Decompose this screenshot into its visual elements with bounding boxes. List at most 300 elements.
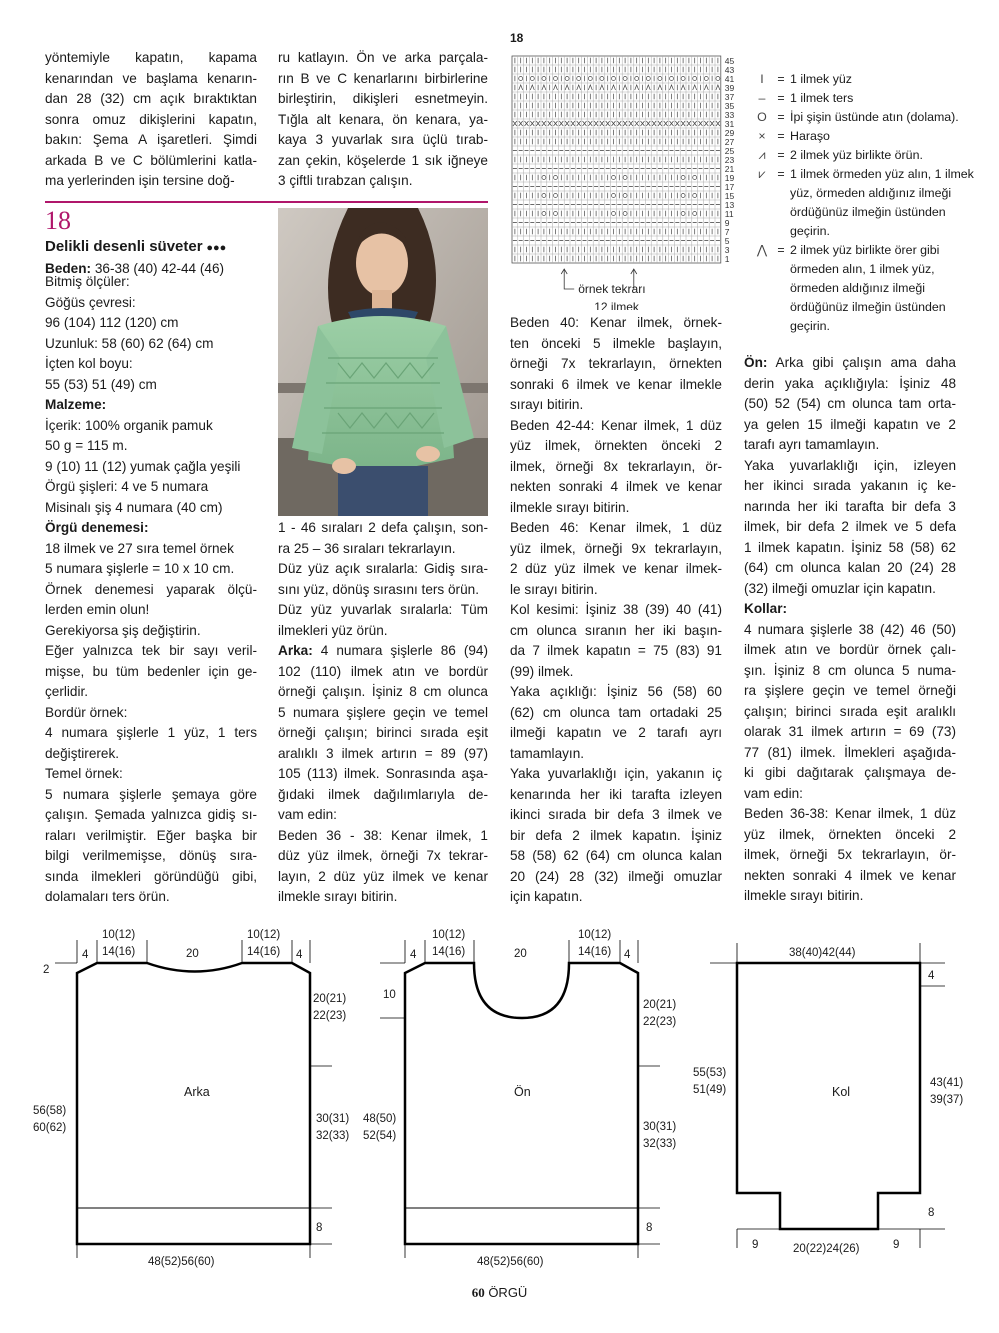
text-line: le sırayı bitirin. (510, 581, 598, 597)
front-length-2: 52(54) (363, 1130, 397, 1142)
front-edge-right: 4 (624, 949, 631, 961)
legend-row (752, 70, 980, 89)
text-line: 58 (58) 62 (64) cm olunca kalan (510, 848, 722, 863)
body-line (45, 641, 257, 662)
body-line (45, 477, 257, 498)
magazine-name: ÖRGÜ (488, 1285, 528, 1300)
body-line (510, 539, 722, 560)
text-line: ya gelen 15 ilmeği kapatın ve 2 (744, 416, 956, 432)
body-line (510, 416, 722, 437)
text-line: ra şişlere geçin ve temel örneği (744, 683, 956, 698)
text-line: layın, 2 düz yüz ilmek ve kenar (278, 868, 488, 884)
text-line: da 7 ilmek kapatın = 75 (83) 91 (510, 643, 722, 658)
body-line (744, 353, 956, 374)
sleeve-label: Kol (832, 1085, 851, 1099)
col2-body-text (278, 518, 488, 908)
col4-body-text (744, 353, 956, 907)
text-line: Örnek denemesi yaparak ölçü- (45, 581, 257, 597)
body-line (278, 48, 488, 69)
text-line: Kollar: (744, 601, 788, 616)
body-line (744, 538, 956, 559)
stitch-chart (510, 52, 742, 310)
text-line: 5 numara şişlere geçin ve temel (278, 704, 488, 720)
front-rib: 8 (646, 1222, 653, 1234)
body-line (510, 764, 722, 785)
text-line: Göğüs çevresi: (45, 294, 136, 310)
body-line (510, 826, 722, 847)
front-length-1: 48(50) (363, 1113, 397, 1125)
page-footer (0, 1285, 999, 1301)
body-line (744, 763, 956, 784)
sleeve-cuff-width: 20(22)24(26) (793, 1243, 860, 1255)
text-line: ra 25 – 36 sıraları tekrarlayın. (278, 540, 456, 556)
section-divider (45, 201, 488, 203)
text-line: Beden 46: Kenar ilmek, 1 düz (510, 520, 722, 535)
sleeve-length-right-1: 43(41) (930, 1077, 964, 1089)
back-edge-left: 4 (82, 949, 89, 961)
body-line (510, 498, 722, 519)
text-line: sını yüz, dönüş sırasını ters örün. (278, 581, 479, 597)
back-schematic (33, 929, 349, 1268)
chart-row-number: 1 (724, 254, 730, 264)
text-line: Beden 42-44: Kenar ilmek, 1 düz (510, 417, 722, 433)
section-lead: Arka: (278, 643, 313, 658)
sleeve-cuff-height: 8 (928, 1207, 935, 1219)
text-line: derin yaka açıklığıyla: İşiniz 48 (744, 375, 956, 391)
text-line: raları verilmiştir. Eğer başka bir (45, 827, 257, 843)
text-line: rın B ve C kenarlarını birbirlerine (278, 70, 488, 86)
text-line: Eğer yalnızca tek bir sayı veril- (45, 643, 257, 658)
body-line (278, 559, 488, 580)
text-line: Düz yüz açık sıralarla: Gidiş sıra- (278, 561, 488, 576)
body-line (45, 600, 257, 621)
text-line: ma yerlerinden işin tersine doğ- (45, 173, 235, 188)
text-line: çalışın; birinci sırada eşit aralıklı (744, 703, 956, 719)
text-line: (62) cm olunca tam ortadaki 25 (510, 704, 722, 720)
model-photo (278, 208, 488, 516)
body-line (510, 744, 722, 765)
body-line (278, 539, 488, 560)
text-line: her ikinci sırada yakanın iç ke- (744, 478, 956, 493)
body-line (45, 171, 257, 192)
body-line (45, 703, 257, 724)
body-line (744, 497, 956, 518)
back-rib: 8 (316, 1222, 323, 1234)
chart-row-number: 23 (724, 155, 735, 165)
body-line (278, 130, 488, 151)
back-armhole-2: 22(23) (313, 1010, 347, 1022)
chart-row-number: 21 (724, 164, 735, 174)
back-side-2: 32(33) (316, 1130, 350, 1142)
front-schematic (363, 929, 676, 1268)
text-line: 2 düz yüz ilmek ve kenar ilmek- (510, 561, 722, 576)
text-line: ğıdaki ilmek dağılımlarıyla de- (278, 786, 488, 802)
text-line: Düz yüz yuvarlak sıralarla: Tüm (278, 602, 488, 617)
sleeve-cuff-side-right: 9 (893, 1239, 900, 1251)
section-lead: Ön: (744, 355, 768, 370)
sleeve-length-left-1: 55(53) (693, 1067, 727, 1079)
body-line (45, 662, 257, 683)
body-line (278, 518, 488, 539)
body-line (278, 887, 488, 908)
legend-row (752, 241, 980, 336)
text-line: Yaka yuvarlaklığı için, yakanın iç (510, 766, 722, 781)
yarn-over-icon: O (757, 110, 767, 124)
front-side-1: 30(31) (643, 1121, 677, 1133)
text-line: sırayı bitirin. (510, 397, 584, 412)
body-line (510, 334, 722, 355)
text-line: Yaka yuvarlaklığı için, izleyen (744, 457, 956, 473)
body-line (510, 354, 722, 375)
body-line (45, 846, 257, 867)
back-shoulder-right-1: 10(12) (247, 929, 281, 941)
body-line (45, 313, 257, 334)
k2tog-icon: ⩘ (758, 148, 766, 162)
body-line (744, 374, 956, 395)
body-line (45, 723, 257, 744)
text-line: Gerekiyorsa şiş değiştirin. (45, 622, 201, 638)
front-width: 48(52)56(60) (477, 1256, 544, 1268)
body-line (744, 702, 956, 723)
text-line: bakın: Şema A işaretleri. Şimdi (45, 132, 257, 147)
body-line (510, 395, 722, 416)
text-line: 1 - 46 sıraları 2 defa çalışın, son- (278, 520, 488, 535)
text-line: 50 g = 115 m. (45, 438, 128, 453)
legend-text: 1 ilmek ters (790, 91, 854, 105)
body-line (45, 621, 257, 642)
text-line: ilmekle sırayı bitirin. (744, 888, 864, 903)
body-line (45, 69, 257, 90)
body-line (510, 867, 722, 888)
text-line: ilmek, bir defa 2 ilmek ve 5 defa (744, 519, 956, 534)
text-line: bilgi verilmemişse, dönüş sıra- (45, 848, 257, 863)
equals-sign: = (777, 148, 785, 162)
chart-row-number: 25 (724, 146, 735, 156)
text-line: 96 (104) 112 (120) cm (45, 315, 179, 330)
chart-row-number: 13 (724, 200, 735, 210)
equals-sign: = (777, 243, 785, 257)
front-neck-depth: 10 (383, 989, 396, 1001)
text-line: ilmekle sırayı bitirin. (278, 889, 398, 904)
chart-legend (752, 70, 980, 336)
body-line (744, 620, 956, 641)
body-line (510, 559, 722, 580)
body-line (45, 826, 257, 847)
body-line (510, 477, 722, 498)
text-line: ilmeği kapatın ve 2 tarafı ayrı (510, 725, 722, 740)
body-line (278, 867, 488, 888)
difficulty-rating: ●●● (206, 242, 227, 254)
body-line (45, 887, 257, 908)
text-line: vam edin: (744, 785, 803, 801)
body-line (278, 826, 488, 847)
body-line (744, 825, 956, 846)
back-armhole-1: 20(21) (313, 993, 347, 1005)
legend-row (752, 127, 980, 146)
text-line: arkada B ve C bölümlerini katla- (45, 152, 257, 168)
legend-row (752, 165, 980, 241)
schematics (0, 918, 999, 1278)
text-line: ilmekle sırayı bitirin. (510, 499, 630, 515)
body-line (510, 518, 722, 539)
back-length-2: 60(62) (33, 1122, 67, 1134)
chart-row-number: 35 (724, 101, 735, 111)
text-line: Misinalı şiş 4 numara (40 cm) (45, 499, 223, 515)
body-line (45, 48, 257, 69)
text-line: 4 numara şişlerle 38 (42) 46 (50) (744, 621, 956, 637)
chart-row-number: 9 (724, 218, 730, 228)
chart-row-number: 45 (724, 56, 735, 66)
repeat-label: örnek tekrarı (578, 282, 646, 296)
text-line: örneği çalışın; birinci sırada eşit (278, 725, 488, 740)
body-line (510, 436, 722, 457)
back-label: Arka (184, 1085, 210, 1099)
body-line (45, 293, 257, 314)
body-line (744, 743, 956, 764)
body-line (278, 641, 488, 662)
body-line (45, 559, 257, 580)
equals-sign: = (777, 91, 785, 105)
equals-sign: = (777, 167, 785, 181)
body-line (45, 130, 257, 151)
body-line (45, 518, 257, 539)
back-width: 48(52)56(60) (148, 1256, 215, 1268)
knit-stitch-icon: I (760, 72, 764, 86)
body-line (510, 641, 722, 662)
body-line (744, 845, 956, 866)
col1-body-text (45, 272, 257, 908)
body-line (278, 600, 488, 621)
body-line (45, 334, 257, 355)
front-shoulder-right-2: 14(16) (578, 946, 612, 958)
sleeve-top-edge: 4 (928, 970, 935, 982)
text-line: narında her iki tarafta bir defa 3 (744, 498, 956, 514)
body-line (510, 703, 722, 724)
text-line: dolamaları ters örün. (45, 889, 170, 904)
page-number: 60 (471, 1285, 485, 1300)
front-shoulder-left-2: 14(16) (432, 946, 466, 958)
back-length-1: 56(58) (33, 1105, 67, 1117)
body-line (45, 395, 257, 416)
text-line: çerlidir. (45, 684, 89, 699)
text-line: zan çekin, köşelerde 1 sık iğneye (278, 152, 488, 168)
chart-row-number: 39 (724, 83, 735, 93)
text-line: 9 (10) 11 (12) yumak çağla yeşili (45, 458, 241, 474)
back-neck-width: 20 (186, 948, 199, 960)
text-line: sonraki 6 ilmek ve kenar ilmekle (510, 376, 722, 392)
body-line (45, 354, 257, 375)
pattern-number: 18 (45, 206, 71, 235)
body-line (45, 151, 257, 172)
body-line (510, 805, 722, 826)
text-line: ilmek atın ve bordür örnek çalı- (744, 642, 956, 657)
text-line: ru katlayın. Ön ve arka parçala- (278, 50, 488, 65)
body-line (744, 476, 956, 497)
body-line (45, 498, 257, 519)
back-shoulder-left-1: 10(12) (102, 929, 136, 941)
legend-text: Haraşo (790, 129, 830, 143)
sleeve-length-left-2: 51(49) (693, 1084, 727, 1096)
body-line (744, 640, 956, 661)
body-line (510, 887, 722, 908)
text-line: dan 28 (32) cm açık bıraktıktan (45, 91, 257, 106)
size-value: 36-38 (40) 42-44 (46) (94, 260, 225, 276)
body-line (45, 272, 257, 293)
text-line: birleştirin, dikişleri esnetmeyin. (278, 91, 488, 106)
text-line: Yaka açıklığı: İşiniz 56 (58) 60 (510, 684, 722, 699)
text-line: nekten sonraki 4 ilmek ve kenar (510, 479, 722, 494)
col1-top-text (45, 48, 257, 192)
text-line: mişse, bu tüm bedenler için ge- (45, 663, 257, 679)
body-line (45, 457, 257, 478)
text-line: 20 (24) 28 (32) ilmeği omuzlar (510, 868, 722, 884)
legend-row (752, 89, 980, 108)
text-line: 5 numara şişlerle şemaya göre (45, 786, 257, 802)
body-line (510, 662, 722, 683)
body-line (744, 599, 956, 620)
body-line (278, 703, 488, 724)
front-shoulder-right-1: 10(12) (578, 929, 612, 941)
body-line (45, 539, 257, 560)
front-armhole-1: 20(21) (643, 999, 677, 1011)
body-line (45, 375, 257, 396)
text-line: ilmek, örneği 8x tekrarlayın, ör- (510, 458, 722, 474)
body-line (510, 682, 722, 703)
body-line (744, 435, 956, 456)
body-line (45, 110, 257, 131)
text-line: ki gibi dağıtarak çalışmaya de- (744, 765, 956, 780)
body-line (744, 866, 956, 887)
chart-row-number: 19 (724, 173, 735, 183)
chart-row-number: 5 (724, 236, 730, 246)
body-line (45, 89, 257, 110)
body-line (510, 621, 722, 642)
body-line (510, 375, 722, 396)
chart-row-number: 17 (724, 182, 735, 192)
text-line: Kol kesimi: İşiniz 38 (39) 40 (41) (510, 602, 722, 617)
chart-row-number: 3 (724, 245, 730, 255)
body-line (744, 722, 956, 743)
text-line: Beden 36 - 38: Kenar ilmek, 1 (278, 827, 488, 843)
pattern-header (45, 207, 275, 279)
text-line: şın. İşiniz 8 cm olunca 5 numa- (744, 662, 956, 678)
text-line: 77 (81) ilmek. İlmekleri aşağıda- (744, 744, 956, 760)
repeat-count: 12 ilmek (594, 300, 639, 310)
body-line (45, 785, 257, 806)
body-line (510, 723, 722, 744)
equals-sign: = (777, 110, 785, 124)
chart-row-number: 41 (724, 74, 735, 84)
text-line: 105 (113) ilmek. Sonrasında aşa- (278, 766, 488, 781)
text-line: çalışın. Şemada yalnızca gidiş sı- (45, 807, 257, 822)
body-line (278, 723, 488, 744)
body-line (744, 804, 956, 825)
body-line (510, 600, 722, 621)
body-line (744, 886, 956, 907)
size-label: Beden: (45, 260, 92, 276)
legend-text: 2 ilmek yüz birlikte örer gibi örmeden alın, 1 ilmek yüz, örmeden aldığınız ilmeği ördüğünüz ilmeğin üstünden geçirin. (790, 243, 946, 333)
body-line (744, 415, 956, 436)
text-line: tamamlayın. (510, 745, 585, 761)
body-line (744, 456, 956, 477)
body-line (45, 682, 257, 703)
text-line: sında ilmekleri göründüğü gibi, (45, 868, 257, 884)
legend-text: İpi şişin üstünde atın (dolama). (790, 110, 959, 124)
text-line: (99) ilmek. (510, 663, 574, 679)
text-line: Uzunluk: 58 (60) 62 (64) cm (45, 335, 214, 351)
text-line: 102 (110) ilmek atın ve bordür (278, 663, 488, 679)
body-line (278, 805, 488, 826)
body-line (278, 580, 488, 601)
sleeve-cuff-side-left: 9 (752, 1239, 759, 1251)
text-line: Örgü denemesi: (45, 520, 149, 535)
equals-sign: = (777, 72, 785, 86)
sleeve-top-width: 38(40)42(44) (789, 947, 856, 959)
chart-row-number: 11 (724, 209, 734, 219)
legend-text: 1 ilmek yüz (790, 72, 852, 86)
text-line: nekten sonraki 4 ilmek ve kenar (744, 867, 956, 883)
sk2p-icon: ⋀ (756, 243, 768, 257)
front-armhole-2: 22(23) (643, 1016, 677, 1028)
text-line: düz yüz ilmek, örneği 7x tekrar- (278, 848, 488, 863)
text-line: (50) 52 (54) cm olunca tam orta- (744, 396, 956, 411)
legend-row (752, 108, 980, 127)
back-shoulder-right-2: 14(16) (247, 946, 281, 958)
body-line (278, 621, 488, 642)
body-line (278, 764, 488, 785)
body-line (278, 110, 488, 131)
text-line: yüz ilmek, örneği 9x tekrarlayın, (510, 540, 722, 556)
text-line: İçten kol boyu: (45, 356, 133, 371)
text-line: sonra omuz dikişlerini kapatın, (45, 111, 257, 127)
pattern-title: Delikli desenli süveter (45, 238, 203, 255)
sleeve-length-right-2: 39(37) (930, 1094, 964, 1106)
body-line (278, 89, 488, 110)
front-neck-width: 20 (514, 948, 527, 960)
body-line (45, 805, 257, 826)
body-line (744, 558, 956, 579)
body-line (744, 394, 956, 415)
text-line: 4 numara şişlerle 1 yüz, 1 ters (45, 725, 257, 740)
text-line: bir defa 2 ilmek kapatın. İşiniz (510, 827, 722, 843)
body-line (278, 785, 488, 806)
text-line: kenarında her iki tarafta izleyen (510, 786, 722, 802)
text-line: lerden emin olun! (45, 602, 150, 617)
text-line: ikinci sırada bir defa 3 ilmek ve (510, 807, 722, 822)
text-line: Temel örnek: (45, 766, 123, 781)
text-line: ten önceki 5 ilmekle başlayın, (510, 335, 722, 351)
text-line: Arka gibi çalışın ama daha (775, 355, 956, 370)
body-line (278, 69, 488, 90)
chart-row-number: 31 (724, 119, 735, 129)
body-line (510, 846, 722, 867)
body-line (278, 744, 488, 765)
text-line: örneği 7x tekrarlayın, örnekten (510, 356, 722, 371)
text-line: örneği çalışın. İşiniz 8 cm olunca (278, 684, 488, 699)
text-line: Örgü şişleri: 4 ve 5 numara (45, 479, 209, 494)
text-line: vam edin: (278, 807, 337, 822)
body-line (744, 784, 956, 805)
text-line: 4 numara şişlerle 86 (94) (320, 643, 488, 658)
body-line (278, 682, 488, 703)
back-shoulder-left-2: 14(16) (102, 946, 136, 958)
text-line: (32) ilmeği omuzlar için kapatın. (744, 580, 936, 596)
legend-text: 1 ilmek örmeden yüz alın, 1 ilmek yüz, örmeden aldığınız ilmeği ördüğünüz ilmeğin üstünden geçirin. (790, 167, 974, 238)
text-line: kenarından ve başlama kenarın- (45, 70, 257, 86)
chart-row-number: 43 (724, 65, 735, 75)
chart-title: 18 (510, 31, 524, 45)
chart-row-number: 7 (724, 227, 730, 237)
